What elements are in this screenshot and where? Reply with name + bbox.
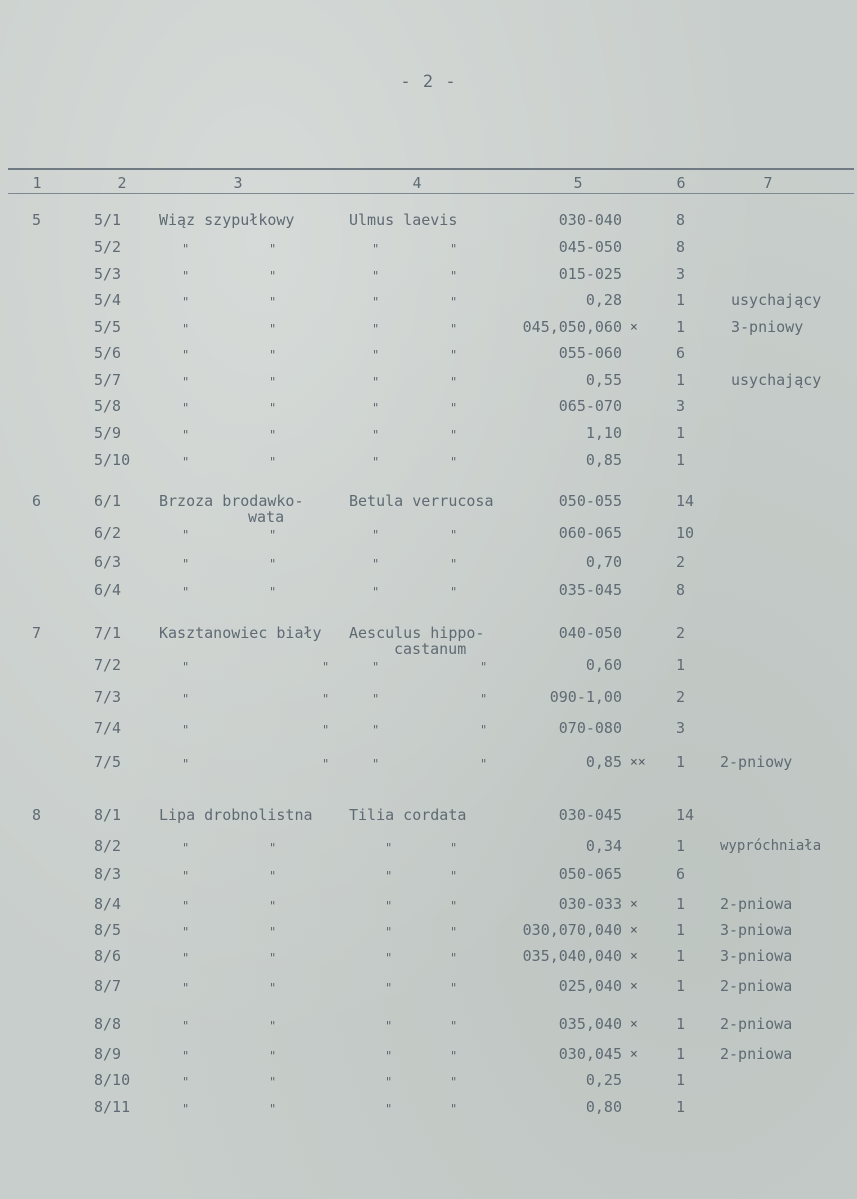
ditto-mark: ": [322, 660, 330, 674]
header-rule-top: [8, 168, 854, 170]
ditto-mark: ": [450, 981, 458, 995]
diameter-value: 030,045: [558, 1045, 622, 1063]
tree-count: 1: [676, 977, 686, 995]
ditto-mark: ": [372, 295, 380, 309]
tree-count: 1: [676, 451, 686, 469]
ditto-mark: ": [372, 723, 380, 737]
tree-count: 1: [676, 371, 686, 389]
handwritten-mark: ××: [630, 755, 646, 770]
handwritten-mark: ×: [630, 949, 638, 964]
row-id: 5/3: [94, 265, 122, 283]
row-id: 5/1: [94, 211, 122, 229]
column-header-1: 1: [32, 174, 42, 192]
ditto-mark: ": [182, 557, 190, 571]
ditto-mark: ": [182, 925, 190, 939]
group-number: 5: [32, 211, 42, 229]
ditto-mark: ": [450, 1019, 458, 1033]
diameter-value: 030-040: [558, 211, 622, 229]
diameter-value: 035,040: [558, 1015, 622, 1033]
ditto-mark: ": [269, 348, 277, 362]
ditto-mark: ": [450, 899, 458, 913]
diameter-value: 030-045: [558, 806, 622, 824]
ditto-mark: ": [269, 322, 277, 336]
diameter-value: 040-050: [558, 624, 622, 642]
diameter-value: 070-080: [558, 719, 622, 737]
group-number: 6: [32, 492, 42, 510]
remark-note: 3-pniowa: [720, 947, 793, 965]
ditto-mark: ": [269, 528, 277, 542]
diameter-value: 1,10: [585, 424, 622, 442]
tree-count: 14: [676, 492, 695, 510]
row-id: 7/4: [94, 719, 122, 737]
column-header-4: 4: [412, 174, 422, 192]
ditto-mark: ": [385, 981, 393, 995]
ditto-mark: ": [372, 455, 380, 469]
diameter-value: 045-050: [558, 238, 622, 256]
ditto-mark: ": [182, 757, 190, 771]
ditto-mark: ": [385, 841, 393, 855]
diameter-value: 0,25: [585, 1071, 622, 1089]
row-id: 8/10: [94, 1071, 131, 1089]
row-id: 6/1: [94, 492, 122, 510]
species-latin-cont: castanum: [394, 640, 467, 658]
ditto-mark: ": [269, 925, 277, 939]
ditto-mark: ": [372, 348, 380, 362]
ditto-mark: ": [269, 1075, 277, 1089]
ditto-mark: ": [385, 869, 393, 883]
remark-note: usychający: [731, 371, 822, 389]
tree-count: 3: [676, 719, 686, 737]
ditto-mark: ": [480, 723, 488, 737]
tree-count: 1: [676, 895, 686, 913]
ditto-mark: ": [372, 692, 380, 706]
ditto-mark: ": [450, 428, 458, 442]
diameter-value: 030,070,040: [522, 921, 622, 939]
tree-count: 1: [676, 424, 686, 442]
remark-note: 2-pniowa: [720, 977, 793, 995]
row-id: 8/6: [94, 947, 122, 965]
ditto-mark: ": [450, 1075, 458, 1089]
ditto-mark: ": [269, 269, 277, 283]
ditto-mark: ": [372, 757, 380, 771]
ditto-mark: ": [372, 528, 380, 542]
ditto-mark: ": [269, 585, 277, 599]
tree-count: 1: [676, 753, 686, 771]
remark-note: wypróchniała: [720, 838, 822, 854]
ditto-mark: ": [372, 585, 380, 599]
row-id: 5/7: [94, 371, 122, 389]
ditto-mark: ": [322, 757, 330, 771]
ditto-mark: ": [182, 981, 190, 995]
ditto-mark: ": [450, 925, 458, 939]
ditto-mark: ": [182, 428, 190, 442]
row-id: 5/10: [94, 451, 131, 469]
handwritten-mark: ×: [630, 897, 638, 912]
ditto-mark: ": [269, 242, 277, 256]
tree-count: 8: [676, 238, 686, 256]
ditto-mark: ": [182, 899, 190, 913]
ditto-mark: ": [269, 295, 277, 309]
ditto-mark: ": [385, 951, 393, 965]
ditto-mark: ": [182, 401, 190, 415]
ditto-mark: ": [182, 1102, 190, 1116]
ditto-mark: ": [372, 660, 380, 674]
diameter-value: 0,60: [585, 656, 622, 674]
column-header-2: 2: [117, 174, 127, 192]
remark-note: 2-pniowy: [720, 753, 793, 771]
diameter-value: 055-060: [558, 344, 622, 362]
ditto-mark: ": [182, 375, 190, 389]
ditto-mark: ": [182, 692, 190, 706]
tree-count: 1: [676, 1045, 686, 1063]
tree-count: 10: [676, 524, 695, 542]
ditto-mark: ": [385, 899, 393, 913]
ditto-mark: ": [269, 981, 277, 995]
ditto-mark: ": [450, 951, 458, 965]
species-latin: Ulmus laevis: [349, 211, 458, 229]
row-id: 7/1: [94, 624, 122, 642]
diameter-value: 0,70: [585, 553, 622, 571]
ditto-mark: ": [269, 899, 277, 913]
ditto-mark: ": [269, 557, 277, 571]
ditto-mark: ": [450, 348, 458, 362]
tree-count: 3: [676, 397, 686, 415]
ditto-mark: ": [182, 528, 190, 542]
ditto-mark: ": [182, 348, 190, 362]
row-id: 8/11: [94, 1098, 131, 1116]
ditto-mark: ": [269, 428, 277, 442]
ditto-mark: ": [269, 1019, 277, 1033]
ditto-mark: ": [182, 242, 190, 256]
page-number: - 2 -: [400, 72, 457, 92]
row-id: 8/9: [94, 1045, 122, 1063]
group-number: 7: [32, 624, 42, 642]
tree-count: 1: [676, 837, 686, 855]
diameter-value: 0,85: [585, 451, 622, 469]
row-id: 8/4: [94, 895, 122, 913]
ditto-mark: ": [269, 869, 277, 883]
column-header-5: 5: [573, 174, 583, 192]
row-id: 8/2: [94, 837, 122, 855]
species-polish-cont: wata: [248, 508, 285, 526]
tree-count: 14: [676, 806, 695, 824]
row-id: 7/2: [94, 656, 122, 674]
column-header-6: 6: [676, 174, 686, 192]
row-id: 7/3: [94, 688, 122, 706]
row-id: 8/7: [94, 977, 122, 995]
diameter-value: 065-070: [558, 397, 622, 415]
tree-count: 3: [676, 265, 686, 283]
tree-count: 2: [676, 688, 686, 706]
ditto-mark: ": [450, 869, 458, 883]
ditto-mark: ": [372, 401, 380, 415]
ditto-mark: ": [372, 375, 380, 389]
ditto-mark: ": [269, 951, 277, 965]
tree-count: 1: [676, 656, 686, 674]
ditto-mark: ": [182, 1019, 190, 1033]
tree-count: 2: [676, 624, 686, 642]
species-latin: Betula verrucosa: [349, 492, 494, 510]
handwritten-mark: ×: [630, 979, 638, 994]
species-polish: Kasztanowiec biały: [159, 624, 322, 642]
species-polish: Lipa drobnolistna: [159, 806, 313, 824]
ditto-mark: ": [322, 692, 330, 706]
column-header-7: 7: [763, 174, 773, 192]
ditto-mark: ": [182, 269, 190, 283]
ditto-mark: ": [269, 401, 277, 415]
ditto-mark: ": [182, 660, 190, 674]
row-id: 5/5: [94, 318, 122, 336]
column-header-3: 3: [233, 174, 243, 192]
ditto-mark: ": [182, 1049, 190, 1063]
row-id: 5/4: [94, 291, 122, 309]
tree-count: 1: [676, 1071, 686, 1089]
remark-note: 2-pniowa: [720, 1015, 793, 1033]
ditto-mark: ": [450, 401, 458, 415]
ditto-mark: ": [269, 375, 277, 389]
header-rule-bottom: [8, 193, 854, 194]
ditto-mark: ": [450, 841, 458, 855]
ditto-mark: ": [372, 557, 380, 571]
diameter-value: 025,040: [558, 977, 622, 995]
tree-count: 8: [676, 211, 686, 229]
ditto-mark: ": [182, 1075, 190, 1089]
handwritten-mark: ×: [630, 320, 638, 335]
ditto-mark: ": [450, 375, 458, 389]
tree-count: 1: [676, 318, 686, 336]
ditto-mark: ": [450, 295, 458, 309]
diameter-value: 030-033: [558, 895, 622, 913]
row-id: 7/5: [94, 753, 122, 771]
diameter-value: 035-045: [558, 581, 622, 599]
ditto-mark: ": [182, 869, 190, 883]
row-id: 6/3: [94, 553, 122, 571]
ditto-mark: ": [182, 585, 190, 599]
ditto-mark: ": [385, 1102, 393, 1116]
diameter-value: 035,040,040: [522, 947, 622, 965]
ditto-mark: ": [372, 242, 380, 256]
ditto-mark: ": [385, 1049, 393, 1063]
species-latin: Tilia cordata: [349, 806, 467, 824]
ditto-mark: ": [450, 1049, 458, 1063]
ditto-mark: ": [450, 322, 458, 336]
diameter-value: 060-065: [558, 524, 622, 542]
diameter-value: 0,85: [585, 753, 622, 771]
ditto-mark: ": [269, 1049, 277, 1063]
tree-count: 1: [676, 1015, 686, 1033]
row-id: 6/4: [94, 581, 122, 599]
remark-note: 2-pniowa: [720, 1045, 793, 1063]
diameter-value: 090-1,00: [549, 688, 622, 706]
row-id: 8/5: [94, 921, 122, 939]
row-id: 6/2: [94, 524, 122, 542]
ditto-mark: ": [385, 1075, 393, 1089]
ditto-mark: ": [450, 557, 458, 571]
group-number: 8: [32, 806, 42, 824]
ditto-mark: ": [182, 295, 190, 309]
tree-count: 8: [676, 581, 686, 599]
tree-count: 2: [676, 553, 686, 571]
ditto-mark: ": [269, 1102, 277, 1116]
ditto-mark: ": [372, 269, 380, 283]
handwritten-mark: ×: [630, 1017, 638, 1032]
ditto-mark: ": [450, 269, 458, 283]
row-id: 5/8: [94, 397, 122, 415]
ditto-mark: ": [450, 528, 458, 542]
diameter-value: 0,28: [585, 291, 622, 309]
diameter-value: 015-025: [558, 265, 622, 283]
diameter-value: 045,050,060: [522, 318, 622, 336]
species-latin: Aesculus hippo-: [349, 624, 485, 642]
ditto-mark: ": [372, 428, 380, 442]
tree-count: 1: [676, 1098, 686, 1116]
row-id: 5/6: [94, 344, 122, 362]
diameter-value: 0,80: [585, 1098, 622, 1116]
row-id: 5/9: [94, 424, 122, 442]
ditto-mark: ": [450, 455, 458, 469]
diameter-value: 0,34: [585, 837, 622, 855]
diameter-value: 050-055: [558, 492, 622, 510]
tree-count: 6: [676, 865, 686, 883]
remark-note: usychający: [731, 291, 822, 309]
handwritten-mark: ×: [630, 1047, 638, 1062]
remark-note: 3-pniowa: [720, 921, 793, 939]
ditto-mark: ": [450, 242, 458, 256]
species-polish: Wiąz szypułkowy: [159, 211, 295, 229]
ditto-mark: ": [450, 585, 458, 599]
remark-note: 3-pniowy: [731, 318, 804, 336]
tree-count: 1: [676, 291, 686, 309]
ditto-mark: ": [480, 692, 488, 706]
remark-note: 2-pniowa: [720, 895, 793, 913]
ditto-mark: ": [182, 322, 190, 336]
row-id: 8/8: [94, 1015, 122, 1033]
row-id: 5/2: [94, 238, 122, 256]
ditto-mark: ": [385, 925, 393, 939]
ditto-mark: ": [269, 841, 277, 855]
ditto-mark: ": [322, 723, 330, 737]
ditto-mark: ": [182, 951, 190, 965]
ditto-mark: ": [182, 723, 190, 737]
species-polish: Brzoza brodawko-: [159, 492, 304, 510]
ditto-mark: ": [182, 455, 190, 469]
ditto-mark: ": [480, 660, 488, 674]
ditto-mark: ": [269, 455, 277, 469]
row-id: 8/3: [94, 865, 122, 883]
handwritten-mark: ×: [630, 923, 638, 938]
ditto-mark: ": [372, 322, 380, 336]
ditto-mark: ": [480, 757, 488, 771]
tree-count: 1: [676, 921, 686, 939]
diameter-value: 050-065: [558, 865, 622, 883]
tree-count: 1: [676, 947, 686, 965]
ditto-mark: ": [450, 1102, 458, 1116]
diameter-value: 0,55: [585, 371, 622, 389]
tree-count: 6: [676, 344, 686, 362]
row-id: 8/1: [94, 806, 122, 824]
ditto-mark: ": [385, 1019, 393, 1033]
ditto-mark: ": [182, 841, 190, 855]
